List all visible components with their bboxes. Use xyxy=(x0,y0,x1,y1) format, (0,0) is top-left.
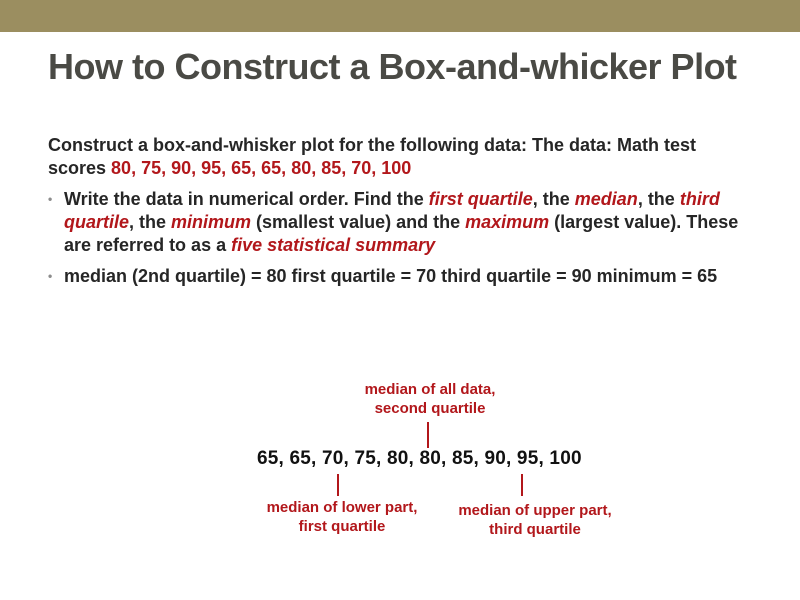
upper-median-pointer-line xyxy=(521,474,523,496)
bullet1-text-6: (largest value). These are referred to as a xyxy=(64,212,739,255)
median-label-line2: second quartile xyxy=(374,400,486,417)
bullet-item-instructions xyxy=(48,188,758,257)
term-maximum: maximum xyxy=(465,212,550,232)
bullet1-text-1: Write the data in numerical order. Find the xyxy=(64,189,429,209)
upper-label-line2: third quartile xyxy=(489,521,581,538)
slide-title: How to Construct a Box-and-whicker Plot xyxy=(48,46,737,87)
quartile-diagram xyxy=(240,370,640,545)
lower-label-line2: first quartile xyxy=(298,518,386,535)
term-third-quartile: third quartile xyxy=(64,189,720,232)
bullet2-text: median (2nd quartile) = 80 first quartile = 70 third quartile = 90 minimum = 65 xyxy=(64,266,718,286)
term-five-statistical-summary: five statistical summary xyxy=(231,235,436,255)
bullet-icon: • xyxy=(48,269,53,283)
slide-body xyxy=(48,134,758,296)
bullet-item-summary-values xyxy=(48,265,758,288)
lower-median-label xyxy=(252,498,432,536)
bullet1-text-4: , the xyxy=(129,212,172,232)
ordered-data-row: 65, 65, 70, 75, 80, 80, 85, 90, 95, 100 xyxy=(257,448,582,469)
intro-text: Construct a box-and-whisker plot for the following data: The data: Math test scores xyxy=(48,135,697,178)
median-label-line1: median of all data, xyxy=(364,381,496,398)
bullet1-text-2: , the xyxy=(532,189,575,209)
lower-median-pointer-line xyxy=(337,474,339,496)
bullet-list xyxy=(48,188,758,288)
bullet1-text-5: (smallest value) and the xyxy=(251,212,466,232)
median-label xyxy=(330,380,530,418)
term-median: median xyxy=(574,189,638,209)
lower-label-line1: median of lower part, xyxy=(266,499,418,516)
top-decorative-bar xyxy=(0,0,800,32)
term-first-quartile: first quartile xyxy=(428,189,533,209)
intro-paragraph xyxy=(48,134,758,180)
bullet-icon: • xyxy=(48,192,53,206)
upper-median-label xyxy=(445,501,625,539)
intro-scores: 80, 75, 90, 95, 65, 65, 80, 85, 70, 100 xyxy=(111,158,412,178)
upper-label-line1: median of upper part, xyxy=(458,502,612,519)
median-pointer-line xyxy=(427,422,429,448)
bullet1-text-3: , the xyxy=(637,189,680,209)
term-minimum: minimum xyxy=(171,212,252,232)
